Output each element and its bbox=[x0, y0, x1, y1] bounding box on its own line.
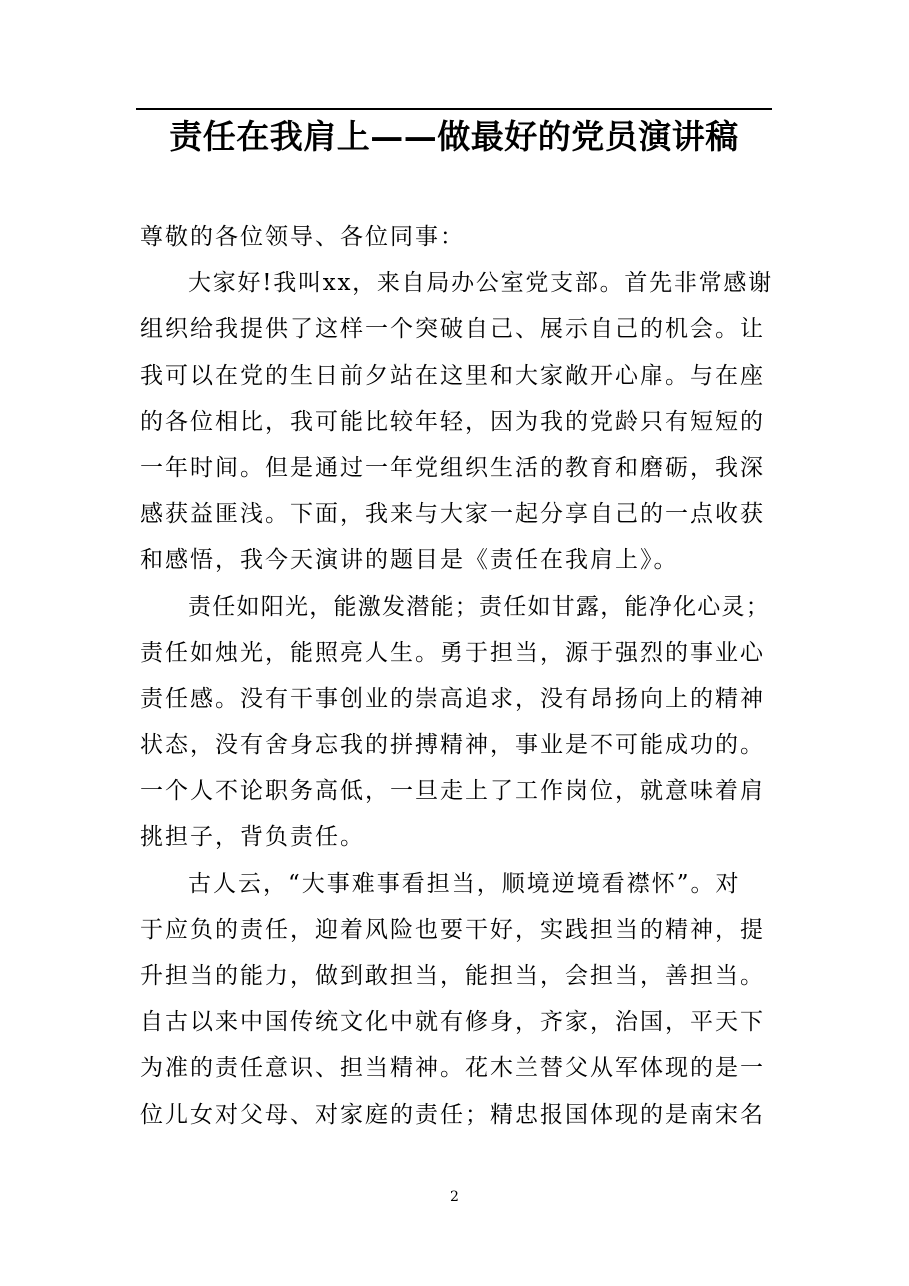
paragraph-3-line: 自古以来中国传统文化中就有修身，齐家，治国，平天下 bbox=[140, 1009, 765, 1036]
paragraph-1-line: 的各位相比，我可能比较年轻，因为我的党龄只有短短的 bbox=[140, 408, 765, 435]
paragraph-3-line: 为准的责任意识、担当精神。花木兰替父从军体现的是一 bbox=[140, 1055, 765, 1082]
paragraph-1-line: 组织给我提供了这样一个突破自己、展示自己的机会。让 bbox=[140, 316, 765, 343]
paragraph-1-line: 大家好!我叫xx，来自局办公室党支部。首先非常感谢 bbox=[188, 270, 773, 297]
paragraph-2-line: 责任如烛光，能照亮人生。勇于担当，源于强烈的事业心 bbox=[140, 639, 765, 666]
paragraph-3-line: 升担当的能力，做到敢担当，能担当，会担当，善担当。 bbox=[140, 963, 765, 989]
page-number: 2 bbox=[450, 1189, 459, 1205]
paragraph-3-line: 古人云，“大事难事看担当，顺境逆境看襟怀”。对 bbox=[188, 870, 741, 897]
paragraph-1-line: 一年时间。但是通过一年党组织生活的教育和磨砺，我深 bbox=[140, 454, 765, 481]
document-body bbox=[140, 214, 772, 1138]
paragraph-2-line: 责任感。没有干事创业的崇高追求，没有昂扬向上的精神 bbox=[140, 685, 765, 712]
paragraph-3-line: 位儿女对父母、对家庭的责任；精忠报国体现的是南宋名 bbox=[140, 1101, 765, 1128]
paragraph-2-line: 挑担子，背负责任。 bbox=[140, 824, 365, 851]
header-rule bbox=[136, 108, 772, 110]
paragraph-1-line: 感获益匪浅。下面，我来与大家一起分享自己的一点收获 bbox=[140, 501, 765, 528]
paragraph-2-line: 一个人不论职务高低，一旦走上了工作岗位，就意味着肩 bbox=[140, 778, 765, 805]
paragraph-1-line: 和感悟，我今天演讲的题目是《责任在我肩上》。 bbox=[140, 547, 679, 574]
salutation-line: 尊敬的各位领导、各位同事： bbox=[140, 224, 465, 250]
paragraph-3-line: 于应负的责任，迎着风险也要干好，实践担当的精神，提 bbox=[140, 916, 765, 943]
paragraph-2-line: 状态，没有舍身忘我的拼搏精神，事业是不可能成功的。 bbox=[140, 732, 765, 759]
paragraph-2-line: 责任如阳光，能激发潜能；责任如甘露，能净化心灵； bbox=[188, 593, 770, 620]
document-title: 责任在我肩上——做最好的党员演讲稿 bbox=[169, 117, 739, 156]
paragraph-1-line: 我可以在党的生日前夕站在这里和大家敞开心扉。与在座 bbox=[140, 362, 765, 389]
